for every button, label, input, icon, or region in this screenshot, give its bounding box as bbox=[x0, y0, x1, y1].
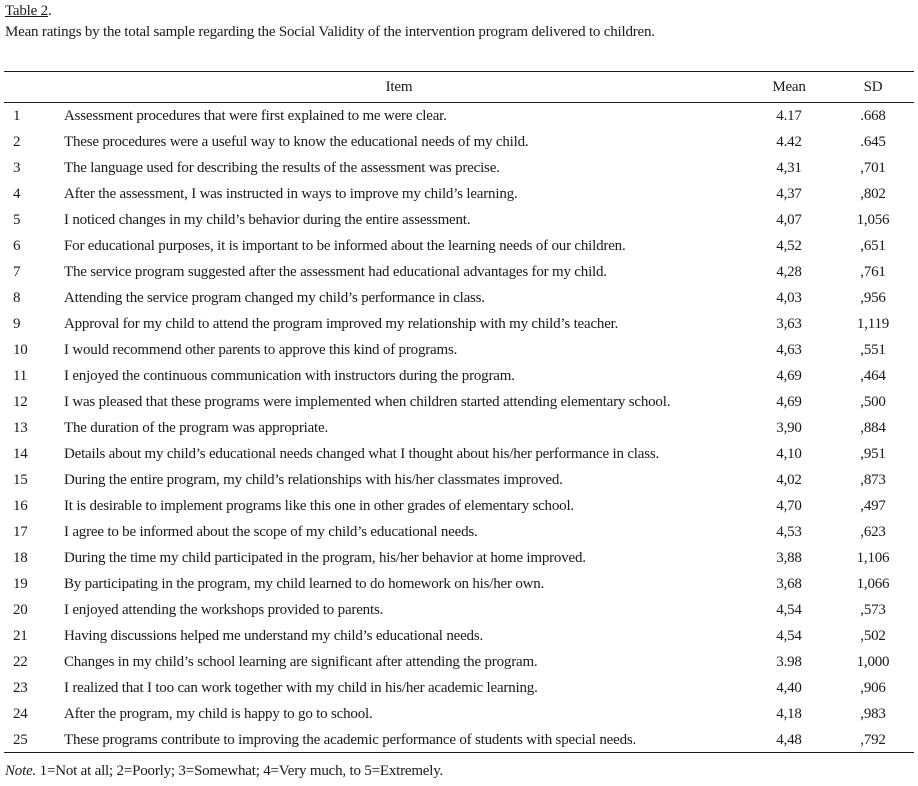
table-row bbox=[0, 233, 918, 259]
row-mean: 3.98 bbox=[776, 654, 802, 670]
table-note bbox=[5, 760, 443, 782]
row-mean: 4,53 bbox=[776, 524, 802, 540]
row-mean: 4,10 bbox=[776, 446, 802, 462]
row-sd: 1,000 bbox=[856, 654, 890, 670]
row-mean: 4,37 bbox=[776, 186, 802, 202]
row-item: Attending the service program changed my child’s performance in class. bbox=[64, 290, 485, 306]
row-mean: 3,63 bbox=[776, 316, 802, 332]
row-item: By participating in the program, my child learned to do homework on his/her own. bbox=[64, 576, 545, 592]
row-mean: 4,28 bbox=[776, 264, 802, 280]
row-item: The service program suggested after the assessment had educational advantages for my child. bbox=[64, 264, 607, 280]
header-sd: SD bbox=[863, 79, 883, 95]
row-item: Details about my child’s educational needs changed what I thought about his/her performance in class. bbox=[64, 446, 660, 462]
table-row bbox=[0, 285, 918, 311]
row-number: 11 bbox=[13, 368, 28, 384]
row-sd: ,951 bbox=[860, 446, 886, 462]
row-sd: ,464 bbox=[860, 368, 886, 384]
row-sd: ,573 bbox=[860, 602, 886, 618]
row-number: 12 bbox=[13, 394, 28, 410]
row-sd: ,502 bbox=[860, 628, 886, 644]
row-item: I noticed changes in my child’s behavior during the entire assessment. bbox=[64, 212, 471, 228]
table-row bbox=[0, 337, 918, 363]
row-number: 18 bbox=[13, 550, 28, 566]
table-row bbox=[0, 155, 918, 181]
row-mean: 4,07 bbox=[776, 212, 802, 228]
row-sd: ,983 bbox=[860, 706, 886, 722]
row-number: 8 bbox=[13, 290, 21, 306]
table-row bbox=[0, 259, 918, 285]
row-number: 7 bbox=[13, 264, 21, 280]
note-label: Note. bbox=[5, 763, 37, 779]
row-item: I enjoyed attending the workshops provided to parents. bbox=[64, 602, 384, 618]
row-number: 17 bbox=[13, 524, 28, 540]
row-number: 21 bbox=[13, 628, 28, 644]
row-item: I enjoyed the continuous communication with instructors during the program. bbox=[64, 368, 515, 384]
row-item: Having discussions helped me understand my child’s educational needs. bbox=[64, 628, 484, 644]
row-sd: ,873 bbox=[860, 472, 886, 488]
row-sd: ,792 bbox=[860, 732, 886, 748]
table-row bbox=[0, 363, 918, 389]
table-row bbox=[0, 441, 918, 467]
table-bottom-rule bbox=[4, 752, 914, 753]
row-item: After the program, my child is happy to go to school. bbox=[64, 706, 373, 722]
row-sd: ,884 bbox=[860, 420, 886, 436]
row-number: 1 bbox=[13, 108, 21, 124]
row-item: Changes in my child’s school learning are significant after attending the program. bbox=[64, 654, 538, 670]
row-mean: 4,31 bbox=[776, 160, 802, 176]
row-item: I was pleased that these programs were implemented when children started attending elementary school. bbox=[64, 394, 671, 410]
row-item: During the entire program, my child’s relationships with his/her classmates improved. bbox=[64, 472, 563, 488]
row-number: 2 bbox=[13, 134, 21, 150]
row-sd: 1,056 bbox=[856, 212, 890, 228]
table-number: Table 2 bbox=[5, 3, 48, 19]
row-sd: 1,119 bbox=[856, 316, 890, 332]
row-number: 25 bbox=[13, 732, 28, 748]
row-sd: ,500 bbox=[860, 394, 886, 410]
row-sd: ,906 bbox=[860, 680, 886, 696]
row-mean: 4,03 bbox=[776, 290, 802, 306]
table-top-rule bbox=[4, 71, 914, 72]
row-mean: 3,88 bbox=[776, 550, 802, 566]
table-row bbox=[0, 649, 918, 675]
table-row bbox=[0, 311, 918, 337]
row-number: 6 bbox=[13, 238, 21, 254]
row-item: I would recommend other parents to approve this kind of programs. bbox=[64, 342, 458, 358]
table-row bbox=[0, 467, 918, 493]
row-item: For educational purposes, it is important to be informed about the learning needs of our children. bbox=[64, 238, 626, 254]
row-sd: ,623 bbox=[860, 524, 886, 540]
row-number: 16 bbox=[13, 498, 28, 514]
table-row bbox=[0, 597, 918, 623]
row-item: I realized that I too can work together with my child in his/her academic learning. bbox=[64, 680, 538, 696]
row-mean: 4,40 bbox=[776, 680, 802, 696]
row-number: 10 bbox=[13, 342, 28, 358]
row-item: The language used for describing the results of the assessment was precise. bbox=[64, 160, 500, 176]
row-item: I agree to be informed about the scope of my child’s educational needs. bbox=[64, 524, 478, 540]
row-number: 24 bbox=[13, 706, 28, 722]
row-mean: 4,52 bbox=[776, 238, 802, 254]
row-sd: ,701 bbox=[860, 160, 886, 176]
row-number: 15 bbox=[13, 472, 28, 488]
row-number: 22 bbox=[13, 654, 28, 670]
row-mean: 4,02 bbox=[776, 472, 802, 488]
header-item: Item bbox=[385, 79, 413, 95]
row-sd: ,761 bbox=[860, 264, 886, 280]
row-sd: 1,106 bbox=[856, 550, 890, 566]
row-mean: 4.42 bbox=[776, 134, 802, 150]
row-number: 23 bbox=[13, 680, 28, 696]
row-mean: 4.17 bbox=[776, 108, 802, 124]
row-item: It is desirable to implement programs like this one in other grades of elementary school. bbox=[64, 498, 574, 514]
table-row bbox=[0, 545, 918, 571]
row-item: After the assessment, I was instructed in ways to improve my child’s learning. bbox=[64, 186, 518, 202]
table-row bbox=[0, 389, 918, 415]
row-item: The duration of the program was appropriate. bbox=[64, 420, 329, 436]
row-mean: 3,68 bbox=[776, 576, 802, 592]
row-item: These procedures were a useful way to know the educational needs of my child. bbox=[64, 134, 529, 150]
table-caption: Mean ratings by the total sample regarding the Social Validity of the intervention program delivered to children. bbox=[5, 24, 655, 40]
row-mean: 4,69 bbox=[776, 394, 802, 410]
row-sd: .668 bbox=[860, 108, 886, 124]
row-item: Assessment procedures that were first explained to me were clear. bbox=[64, 108, 447, 124]
table-row bbox=[0, 207, 918, 233]
table-row bbox=[0, 571, 918, 597]
row-mean: 3,90 bbox=[776, 420, 802, 436]
row-number: 9 bbox=[13, 316, 21, 332]
row-mean: 4,69 bbox=[776, 368, 802, 384]
table-row bbox=[0, 493, 918, 519]
row-sd: 1,066 bbox=[856, 576, 890, 592]
row-number: 20 bbox=[13, 602, 28, 618]
row-number: 14 bbox=[13, 446, 28, 462]
row-item: These programs contribute to improving the academic performance of students with special needs. bbox=[64, 732, 637, 748]
row-sd: ,802 bbox=[860, 186, 886, 202]
table-row bbox=[0, 181, 918, 207]
row-sd: ,497 bbox=[860, 498, 886, 514]
table-row bbox=[0, 519, 918, 545]
table-row bbox=[0, 701, 918, 727]
row-sd: ,551 bbox=[860, 342, 886, 358]
table-label-suffix: . bbox=[47, 3, 52, 19]
row-mean: 4,18 bbox=[776, 706, 802, 722]
table-row bbox=[0, 727, 918, 753]
row-mean: 4,54 bbox=[776, 602, 802, 618]
row-sd: ,651 bbox=[860, 238, 886, 254]
row-number: 3 bbox=[13, 160, 21, 176]
table-row bbox=[0, 129, 918, 155]
row-sd: .645 bbox=[860, 134, 886, 150]
note-text: 1=Not at all; 2=Poorly; 3=Somewhat; 4=Very much, to 5=Extremely. bbox=[36, 763, 444, 779]
row-mean: 4,54 bbox=[776, 628, 802, 644]
table-row bbox=[0, 623, 918, 649]
row-number: 5 bbox=[13, 212, 21, 228]
row-mean: 4,63 bbox=[776, 342, 802, 358]
table-row bbox=[0, 415, 918, 441]
table-label bbox=[5, 1, 52, 21]
row-item: Approval for my child to attend the program improved my relationship with my child’s teacher. bbox=[64, 316, 619, 332]
row-number: 13 bbox=[13, 420, 28, 436]
table-row bbox=[0, 675, 918, 701]
row-number: 19 bbox=[13, 576, 28, 592]
header-mean: Mean bbox=[772, 79, 806, 95]
table-header-row bbox=[0, 74, 918, 100]
row-mean: 4,48 bbox=[776, 732, 802, 748]
table-row bbox=[0, 103, 918, 129]
row-number: 4 bbox=[13, 186, 21, 202]
row-mean: 4,70 bbox=[776, 498, 802, 514]
row-sd: ,956 bbox=[860, 290, 886, 306]
row-item: During the time my child participated in the program, his/her behavior at home improved. bbox=[64, 550, 586, 566]
